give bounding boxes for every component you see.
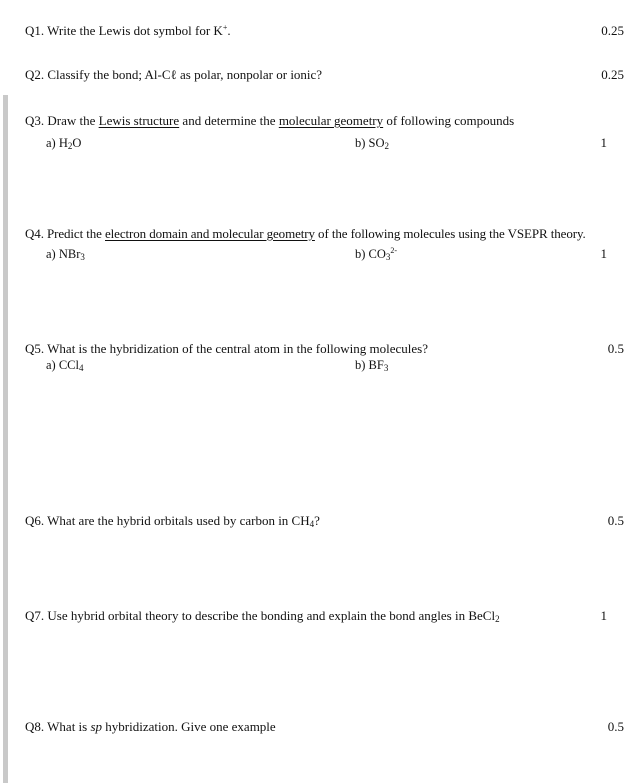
question-6-text: Q6. What are the hybrid orbitals used by carbon in $CH_4$? — [25, 513, 320, 529]
question-4-part-a: a) NBr$_3$ — [46, 247, 85, 262]
question-5-text: Q5. What is the hybridization of the central atom in the following molecules? — [25, 341, 429, 356]
question-2-text: Q2. Classify the bond; Al-Cℓ as polar, nonpolar or ionic? — [25, 67, 323, 82]
question-2-score: 0.25 — [601, 67, 624, 82]
question-5-part-a: a) CCl$_4$ — [46, 358, 84, 373]
question-7-score: 1 — [600, 608, 607, 623]
question-3-score: 1 — [600, 135, 607, 150]
question-5-part-b: b) $BF_3$ — [355, 358, 389, 373]
question-6-score: 0.5 — [607, 513, 624, 528]
question-3-part-a: a) $H_2O$ — [46, 136, 82, 151]
page-margin-bar — [3, 95, 8, 783]
question-7-text: Q7. Use hybrid orbital theory to describe the bonding and explain the bond angles in BeCl$_2$ — [25, 608, 500, 624]
question-8-score: 0.5 — [607, 719, 624, 734]
question-8-text: Q8. What is sp hybridization. Give one example — [25, 719, 276, 734]
question-4-text: Q4. Predict the electron domain and molecular geometry of the following molecules using the VSEPR theory. — [25, 226, 586, 241]
question-3-part-b: b) $SO_2$ — [355, 136, 390, 151]
question-4-score: 1 — [600, 246, 607, 261]
question-3-text: Q3. Draw the Lewis structure and determine the molecular geometry of following compounds — [25, 113, 515, 128]
question-1-score: 0.25 — [601, 23, 624, 38]
question-5-score: 0.5 — [607, 341, 624, 356]
question-1-text: Q1. Write the Lewis dot symbol for K+. — [25, 23, 231, 38]
question-4-part-b: b) $CO_3^{2-}$ — [355, 246, 398, 262]
